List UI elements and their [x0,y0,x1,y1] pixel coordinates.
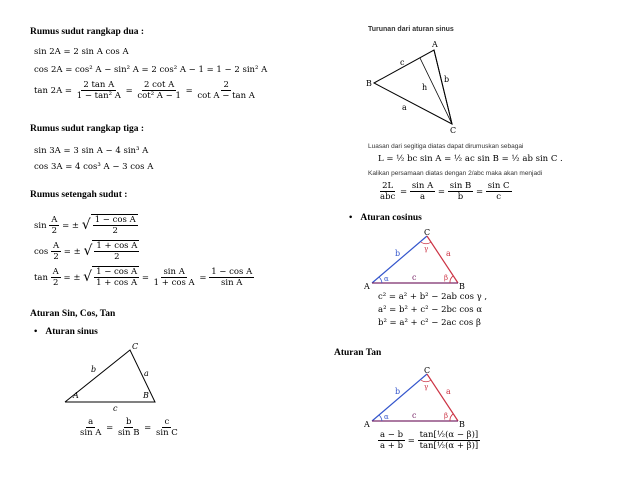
denominator: abc [380,192,396,202]
vertex-a: A [432,40,438,49]
numerator: sin B [449,181,472,191]
side-a-line [427,374,458,421]
bullet-aturan-cosinus: • Aturan cosinus [349,213,422,223]
numerator: A [52,241,60,251]
height-h: h [422,83,428,92]
derivation-title: Turunan dari aturan sinus [368,26,454,33]
heading-aturan-tan: Aturan Tan [334,348,382,358]
formula-half-sin [34,214,138,236]
denominator: a + b [380,441,404,451]
denominator: sin A [80,428,102,438]
formula-cosine-3: b² = a² + c² − 2ac cos β [378,318,481,328]
numerator: sin A [411,181,434,191]
formula-cos-2a: cos 2A = cos² A − sin² A = 2 cos² A − 1 = 1 − 2 sin² A [34,65,268,75]
formula-derived-sine-rule [378,181,512,202]
vertex-b: B [459,282,465,290]
fraction [51,267,61,288]
vertex-a: A [73,391,79,400]
angle-beta: β [444,412,449,420]
numerator: sin A [163,267,185,277]
bullet-aturan-sinus: • Aturan sinus [34,327,98,337]
equals: = [185,86,193,96]
formula-area: L = ½ bc sin A = ½ ac sin B = ½ ab sin C . [378,154,563,164]
vertex-b: B [459,420,465,428]
denominator: sin C [155,428,178,438]
angle-alpha: α [384,275,389,283]
angle-beta-arc [450,414,453,421]
side-b: b [395,387,401,396]
numerator: tan[½(α − β)] [419,430,479,440]
denominator: 1 + cos A [96,278,138,288]
triangle-outline [374,50,452,124]
numerator: 2L [382,181,394,191]
heading-half-angle: Rumus setengah sudut : [30,190,128,200]
fraction [410,181,435,202]
fraction [75,80,123,101]
equals: = [141,273,149,283]
fraction [154,417,180,438]
fraction [448,181,474,202]
numerator: sin C [487,181,510,191]
side-a: a [446,387,451,396]
side-c: c [113,404,118,412]
heading-triple-angle: Rumus sudut rangkap tiga : [30,124,145,134]
equals: = [125,86,133,96]
equals: = [399,187,408,197]
heading-sin-cos-tan: Aturan Sin, Cos, Tan [30,309,116,319]
formula-tangent-rule [378,430,480,451]
denominator: sin B [117,428,140,438]
formula-tan-2a [34,80,257,101]
angle-beta: β [444,274,449,282]
angle-gamma-arc [421,380,431,382]
side-b-line [372,374,427,421]
denominator: 2 [53,278,59,288]
formula-sine-rule [78,417,180,438]
equals: = [144,423,152,433]
formula-cosine-1: c² = a² + b² − 2ab cos γ , [378,292,488,302]
denominator: 2 [51,226,58,236]
numerator: 2 tan A [83,80,115,90]
fraction [209,267,254,288]
denominator: cot A − tan A [197,91,255,101]
formula-cos-3a: cos 3A = 4 cos³ A − 3 cos A [34,162,154,172]
fraction [378,430,405,451]
vertex-c: C [424,228,431,237]
denominator: cot² A − 1 [137,91,181,101]
fraction [94,241,139,262]
fraction [486,181,512,202]
sqrt-icon: √ [81,217,91,233]
denominator: 2 [53,252,59,262]
derivation-text-2: Kalikan persamaan diatas dengan 2/abc maka akan menjadi [368,170,543,177]
tan-label: tan [34,273,48,283]
formula-half-cos [34,240,139,262]
side-b: b [91,365,97,374]
vertex-a: A [364,420,370,428]
angle-gamma-arc [421,242,431,244]
side-c: c [412,273,417,282]
plus-minus: = ± [63,247,81,257]
angle-beta-arc [450,276,453,283]
denominator: 2 [112,226,118,236]
angle-alpha-arc [379,277,382,283]
numerator: 1 − cos A [211,267,253,277]
equals: = [475,187,484,197]
formula-sin-3a: sin 3A = 3 sin A − 4 sin³ A [34,146,149,156]
sqrt-icon: √ [83,269,93,285]
numerator: 1 − cos A [94,215,136,225]
side-a-line [427,236,458,283]
side-a: a [446,249,451,258]
fraction [152,267,197,288]
formula-sin-2a: sin 2A = 2 sin A cos A [34,47,129,57]
denominator: 1 + cos A [153,278,195,288]
numerator: A [51,215,58,225]
equals: = [106,423,114,433]
vertex-b: B [366,79,372,88]
vertex-a: A [364,282,370,290]
side-b-line [372,236,427,283]
numerator: A [52,267,59,277]
derivation-triangle [364,36,474,136]
numerator: 2 [223,80,229,90]
numerator: 2 cot A [144,80,175,90]
vertex-c: C [450,126,457,135]
side-a: a [402,103,407,112]
derivation-text-1: Luasan dari segitiga diatas dapat dirumuskan sebagai [368,143,524,150]
denominator: tan[½(α + β)] [419,441,479,451]
fraction [94,267,139,288]
equals: = [437,187,446,197]
angle-alpha-arc [379,415,382,421]
side-b: b [395,249,401,258]
side-c: c [400,58,405,67]
equals: = [199,273,207,283]
numerator: b [125,417,132,427]
angle-gamma: γ [424,245,429,253]
tangent-rule-triangle [364,366,474,428]
vertex-c: C [132,342,139,351]
plus-minus: = ± [62,221,80,231]
side-c: c [412,411,417,420]
fraction [78,417,103,438]
numerator: 1 + cos A [96,241,138,251]
fraction [135,80,182,101]
formula-half-tan [34,266,254,288]
side-a: a [144,369,149,378]
numerator: a − b [380,430,404,440]
numerator: 1 − cos A [96,267,138,277]
fraction [116,417,142,438]
side-b: b [444,75,450,84]
sine-rule-triangle [55,340,175,412]
vertex-c: C [424,366,431,375]
plus-minus: = ± [63,273,81,283]
fraction [195,80,256,101]
fraction [418,430,481,451]
numerator: c [164,417,170,427]
numerator: a [88,417,94,427]
denominator: sin A [220,278,243,288]
denominator: b [457,192,464,202]
denominator: a [419,192,426,202]
fraction [51,241,61,262]
denominator: c [496,192,502,202]
angle-alpha: α [384,413,389,421]
sin-label: sin [34,221,47,231]
equals: = [407,436,415,446]
heading-double-angle: Rumus sudut rangkap dua : [30,27,145,37]
fraction [93,215,138,236]
denominator: 1 − tan² A [76,91,121,101]
cos-label: cos [34,247,49,257]
fraction [378,181,397,202]
cosine-rule-triangle [364,228,474,290]
fraction [49,215,59,236]
denominator: 2 [114,252,120,262]
tan-2a-lhs: tan 2A = [34,86,73,96]
side-line [434,50,452,124]
angle-gamma: γ [424,383,429,391]
vertex-b: B [143,391,149,400]
formula-cosine-2: a² = b² + c² − 2bc cos α [378,305,483,315]
sqrt-icon: √ [83,243,93,259]
